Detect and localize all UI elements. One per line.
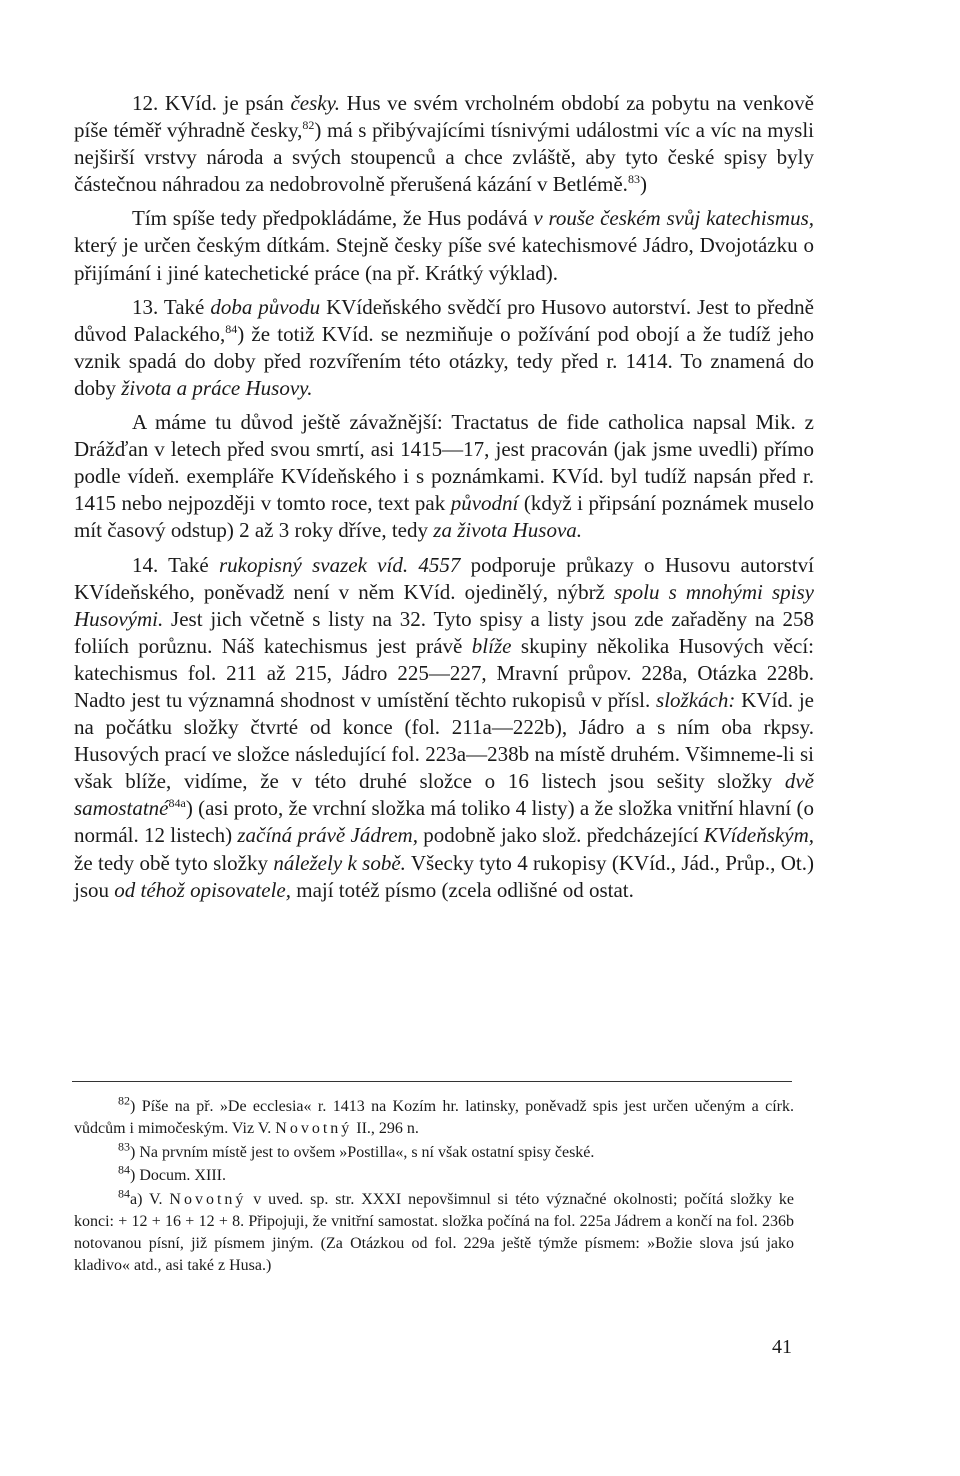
text-run: Hus ve svém vrcholném období za pobytu na venkově píše téměř výhradně česky, [74,91,814,143]
paragraph-12-continued [74,205,814,286]
footnote-reference: 82 [302,118,315,133]
spaced-name: Novotný [169,1191,247,1209]
text-run: skupiny několika Husových věcí: katechismus fol. 211 až 215, Jádro 225—227, Mravní průpov. 228a, Otázka 228b. Nadto jest tu významná shodnost v umístění těchto rukopisů v přísl. [74,633,814,712]
italic-text: rukopisný svazek víd. 4557 [218,552,461,577]
text-run: ) Píše na př. »De ecclesia« r. 1413 na Kozím hr. latinsky, poněvadž spis jest určen učeným a círk. vůdcům i mimočeským. Viz V. [74,1098,794,1137]
text-run: ) Docum. XIII. [130,1167,226,1185]
text-run: v uved. sp. str. XXXI nepovšimnul si této význačné okolnosti; počítá složky ke konci: + 12 + 16 + 12 + 8. Připojuji, že vnitřní samostat. složka počíná na fol. 225a Jádrem a končí na fol. 236b notovanou písní, již písmem jiným. (Za Otázkou od fol. 229a ještě týmže písmem: »Božie slova jsú jako kladivo« atd., asi také z Husa.) [74,1191,794,1274]
footnote-82 [74,1093,794,1140]
text-run: KVíd. je na počátku složky čtvrté od konce (fol. 211a—222b), Jádro a s ním oba rkpsy. Husových prací ve složce následující fol. 223a—238b na místě druhém. Všimneme-li si však blíže, vidíme, že v této druhé složce o 16 listech jsou sešity složky [74,687,814,794]
paragraph-13 [74,294,814,402]
italic-text: začíná právě Jádrem, [237,823,418,848]
paragraph-12 [74,90,814,198]
text-run: 14. Také [132,552,219,577]
italic-text: od téhož opisovatele, [114,877,291,902]
text-run: který je určen českým dítkám. Stejně česky píše své katechismové Jádro, Dvojotázku o přijímání i jiné katechetické práce (na př. Krátký výklad). [74,233,814,285]
italic-text: původní [450,491,519,516]
footnote-reference: 82 [118,1093,130,1108]
text-run: podobně jako slož. předcházející [417,823,704,848]
footnote-84a [74,1186,794,1276]
footnote-reference: 84a [168,796,186,811]
text-run: KVídeňského svědčí pro Husovo autorství. Jest to předně důvod Palackého, [74,294,815,346]
text-run: ) má s přibývajícími tísnivými událostmi víc a víc na mysli nejširší vrstvy národa a svých stoupenců a chce zvláště, aby tyto české spisy byly částečnou náhradou za nedobrovolně přerušená kázání v Betlémě. [74,118,814,197]
italic-text: doba původu [210,294,321,319]
text-run: ) že totiž KVíd. se nezmiňuje o požívání pod obojí a že tudíž jeho vznik spadá do doby před rozvířením této otázky, tedy před r. 1414. To znamená do doby [74,321,815,400]
footnote-reference: 84 [118,1186,130,1201]
text-run: Všecky tyto 4 rukopisy (KVíd., Jád., Průp., Ot.) jsou [74,850,814,902]
footnote-reference: 83 [627,172,640,187]
italic-text: života a práce Husovy. [121,375,313,400]
text-run: 13. Také [132,294,211,319]
paragraph-13-continued [74,409,814,544]
spaced-name: Novotný [275,1119,353,1137]
text-run: Jest jich včetně s listy na 32. Tyto spisy a listy jsou zde zařaděny na 258 foliích porůznu. Náš katechismus jest právě [74,606,814,658]
italic-text: v rouše českém svůj katechismus, [533,206,814,231]
italic-text: za života Husova. [433,518,583,543]
footnote-84 [74,1165,794,1187]
text-run: ) [639,172,647,197]
footnote-reference: 83 [118,1139,130,1154]
footnote-reference: 84 [225,321,238,336]
text-run: (když i připsání poznámek muselo mít časový odstup) 2 až 3 roky dříve, tedy [74,491,814,543]
italic-text: dvě samostatné [74,769,814,821]
text-run: a) V. [130,1191,170,1209]
text-run: ) Na prvním místě jest to ovšem »Postilla«, s ní však ostatní spisy české. [130,1143,595,1161]
footnotes [74,1093,794,1278]
paragraph-14 [74,552,814,904]
italic-text: náležely k sobě. [273,850,406,875]
text-run: II., 296 n. [352,1119,419,1137]
italic-text: složkách: [656,687,736,712]
page-number: 41 [772,1336,792,1358]
text-run: mají totéž písmo (zcela odlišné od ostat. [290,877,634,902]
italic-text: česky. [290,91,340,115]
main-text [74,90,814,911]
text-run: že tedy obě tyto složky [74,850,274,875]
italic-text: blíže [471,633,512,658]
footnote-divider [72,1081,792,1082]
text-run: Tím spíše tedy předpokládáme, že Hus podává [132,206,534,231]
text-run: podporuje průkazy o Husovu autorství KVídeňského, poněvadž není v něm KVíd. ojedinělý, nýbrž [74,552,814,604]
footnote-reference: 84 [118,1163,130,1178]
text-run: A máme tu důvod ještě závažnější: Tractatus de fide catholica napsal Mik. z Drážďan v letech před svou smrtí, asi 1415—17, jest pracován (jak jsme uvedli) přímo podle vídeň. exempláře KVídeňského i s poznámkami. KVíd. byl tudíž napsán před r. 1415 nebo nejpozději v tomto roce, text pak [74,410,814,516]
text-run: ) (asi proto, že vrchní složka má toliko 4 listy) a že složka vnitřní hlavní (o normál. 12 listech) [74,796,814,848]
italic-text: spolu s mnohými spisy Husovými. [74,579,814,631]
italic-text: KVídeňským, [703,823,814,848]
text-run: 12. KVíd. je psán [132,91,291,115]
footnote-83 [74,1139,794,1164]
